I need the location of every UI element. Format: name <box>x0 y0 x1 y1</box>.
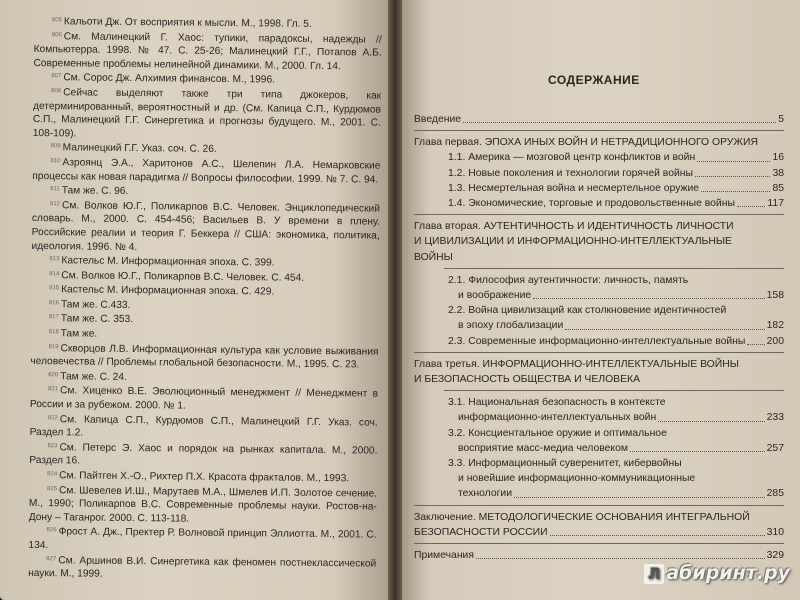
endnote-text: Там же. С. 96. <box>61 185 129 198</box>
toc-entry-text: 3.3. Информационный суверенитет, кибервойны <box>448 458 682 470</box>
endnote-text: Кальоти Дж. От восприятия к мысли. М., 1998. Гл. 5. <box>63 16 312 30</box>
endnote-text: См. Волков Ю.Г., Поликарпов В.С. Человек. С. 454. <box>61 269 305 284</box>
toc-entry: 1.2. Новые поколения и технологии горячей войны 38 <box>448 167 784 179</box>
endnote <box>28 524 376 556</box>
endnote <box>28 553 376 585</box>
toc-chapter-3 <box>414 357 784 502</box>
toc-entry: 1.4. Экономические, торговые и продовольственные войны 117 <box>448 198 784 210</box>
toc-entry-text: 3.1. Национальная безопасность в контексте <box>448 397 666 409</box>
labirint-watermark: Л абиринт.ру <box>644 562 790 584</box>
endnote-text: Кастельс М. Информационная эпоха. С. 429. <box>61 284 275 298</box>
endnote-number: 813 <box>49 256 60 263</box>
toc-entry: восприятие масс-медиа человеком 257 <box>458 442 784 454</box>
endnote-number: 827 <box>46 555 57 562</box>
toc-entry: 1.3. Несмертельная война и несмертельное оружие 85 <box>448 182 784 194</box>
toc-entry: технологии 285 <box>458 488 784 500</box>
labirint-logo-icon: Л <box>644 564 664 584</box>
endnote <box>30 412 378 444</box>
toc-entry: в эпоху глобализации 182 <box>458 320 784 332</box>
chapter-title: Заключение. МЕТОДОЛОГИЧЕСКИЕ ОСНОВАНИЯ ИНТЕГРАЛЬНОЙ <box>414 511 750 523</box>
endnote <box>29 483 377 528</box>
endnote-text: Фрост А. Дж., Пректер Р. Волновой принцип Эллиотта. М., 2001. С. 134. <box>28 526 377 552</box>
chapter-title-line: ВОЙНЫ <box>414 251 453 263</box>
endnote-number: 810 <box>50 158 61 165</box>
endnote-number: 823 <box>47 442 58 450</box>
chapter-title: Глава вторая. АУТЕНТИЧНОСТЬ И ИДЕНТИЧНОСТЬ ЛИЧНОСТИ <box>414 221 734 233</box>
toc-entry-text: 2.1. Философия аутентичности: личность, память <box>448 274 689 286</box>
endnote <box>30 383 378 415</box>
toc-entry: информационно-интеллектуальных войн 233 <box>458 412 784 424</box>
endnote-text: См. Аршинов В.И. Синергетика как феномен постнеклассической науки. М., 1999. <box>28 554 377 580</box>
endnote <box>32 155 380 187</box>
endnote-number: 807 <box>51 73 62 80</box>
endnote-text: Там же. С.433. <box>60 299 131 311</box>
endnotes-list <box>28 14 382 584</box>
toc-entry: 2.3. Современные информационно-интеллектуальные войны 200 <box>448 335 784 347</box>
endnote <box>30 341 378 373</box>
endnote-text: См. Петерс Э. Хаос и порядок на рынках капитала. М., 2000. Раздел 16. <box>29 442 378 467</box>
endnote <box>33 29 381 74</box>
endnote-number: 819 <box>48 343 59 350</box>
endnote-text: Азроянц Э.А., Харитонов А.С., Шелепин Л.А. Немарковские процессы как новая парадигма // Вопросы философии. 1999. № 7. С. 94. <box>32 157 381 186</box>
toc-entry-intro: Введение 5 <box>414 114 784 125</box>
endnote-number: 822 <box>47 414 58 421</box>
endnote-text: Кастельс М. Информационная эпоха. С. 399. <box>61 255 275 269</box>
endnote-number: 818 <box>48 329 59 336</box>
chapter-title: Глава первая. ЭПОХА ИНЫХ ВОЙН И НЕТРАДИЦИОННОГО ОРУЖИЯ <box>414 137 758 149</box>
endnote-number: 805 <box>51 17 62 24</box>
endnote-number: 814 <box>49 270 60 277</box>
endnote-text: См. Хиценко В.Е. Эволюционный менеджмент // Менеджмент в России и за рубежом. 2000. № 1. <box>29 385 379 412</box>
chapter-title: Глава третья. ИНФОРМАЦИОННО-ИНТЕЛЛЕКТУАЛЬНЫЕ ВОЙНЫ <box>414 358 739 370</box>
table-of-contents <box>414 112 784 563</box>
chapter-title-line: И ЦИВИЛИЗАЦИИ И ИНФОРМАЦИОННО-ИНТЕЛЛЕКТУАЛЬНЫЕ <box>414 236 732 248</box>
endnote-text: Там же. С. 353. <box>60 313 134 326</box>
endnote-number: 809 <box>50 143 61 150</box>
endnote-number: 824 <box>47 471 58 478</box>
book-gutter <box>388 0 402 600</box>
endnote-text: Там же. С. 24. <box>60 371 127 383</box>
toc-title: СОДЕРЖАНИЕ <box>548 73 640 87</box>
toc-chapter-1 <box>414 135 784 211</box>
endnote-number: 811 <box>50 186 60 193</box>
endnote-number: 806 <box>51 31 62 38</box>
endnote-text: Сейчас выделяют также три типа джокеров, как детерминированный, вероятностный и др. (См. Капица С.П., Курдюмов С.П., Малинецкий Г.Г. Синергетика и прогнозы будущего. М., 2001. С. 108-109). <box>32 87 382 140</box>
endnote-text: Скворцов Л.В. Информационная культура как условие выживания человечества // Проблемы глобальной безопасности. М., 1995. С. 23. <box>30 342 379 371</box>
endnote-text: См. Капица С.П., Курдюмов С.П., Малинецкий Г.Г. Указ. соч. Раздел 1.2. <box>29 413 378 439</box>
endnote <box>29 440 377 472</box>
endnote-text: Там же. <box>60 328 98 340</box>
endnote-text: Малинецкий Г.Г. Указ. соч. С. 26. <box>62 142 217 156</box>
endnote-number: 816 <box>48 300 60 307</box>
toc-entry: 1.1. Америка — мозговой центр конфликтов и войн 16 <box>448 152 784 164</box>
toc-entry-text: и новейшие информационно-коммуникационные <box>458 473 696 485</box>
endnote-text: См. Малинецкий Г. Хаос: тупики, парадоксы, надежды // Компьютерра. 1998. № 47. С. 25-26; Малинецкий Г.Г., Потапов А.Б. Современные проблемы нелинейной динамики. М., 2000. Гл. 14. <box>33 30 382 72</box>
toc-entry-text: 2.2. Война цивилизаций как столкновение идентичностей <box>448 305 727 317</box>
toc-entry-text: 3.2. Консциентальное оружие и оптимальное <box>448 427 667 439</box>
endnote-text: См. Сорос Дж. Алхимия финансов. М., 1996. <box>63 72 276 86</box>
endnote-number: 826 <box>46 527 57 534</box>
chapter-title-line: И БЕЗОПАСНОСТЬ ОБЩЕСТВА И ЧЕЛОВЕКА <box>414 374 641 386</box>
left-page <box>0 0 392 600</box>
endnote <box>33 85 382 144</box>
endnote-number: 825 <box>46 485 58 492</box>
toc-chapter-2 <box>414 219 784 349</box>
toc-entry: БЕЗОПАСНОСТИ РОССИИ 310 <box>414 526 784 538</box>
endnote-number: 808 <box>51 88 62 95</box>
endnote-text: См. Шевелев И.Ш., Марутаев М.А., Шмелев И.П. Золотое сечение. М., 1990; Поликарпов В.С. Современные проблемы науки. Ростов-на-Дону – Таганрог. 2000. С. 113-118. <box>28 484 378 525</box>
toc-conclusion <box>414 510 784 540</box>
endnote-text: См. Пайтген Х.-О., Рихтер П.Х. Красота фракталов. М., 1993. <box>59 470 350 485</box>
endnote-text: См. Волков Ю.Г., Поликарпов В.С. Человек. Энциклопедический словарь. М., 2000. С. 454-456; Васильев В. У времени в плену. Российские реалии и теория Г. Беккера // США: экономика, политика, идеология. 1996. № 4. <box>31 200 381 253</box>
endnote-number: 820 <box>48 372 59 379</box>
toc-entry-notes: Примечания 329 <box>414 550 784 562</box>
endnote <box>31 198 380 257</box>
toc-entry: и воображение 158 <box>458 290 784 302</box>
endnote-number: 815 <box>49 285 60 292</box>
endnote-number: 812 <box>49 200 61 208</box>
endnote-number: 817 <box>48 314 59 321</box>
endnote-number: 821 <box>48 386 59 393</box>
